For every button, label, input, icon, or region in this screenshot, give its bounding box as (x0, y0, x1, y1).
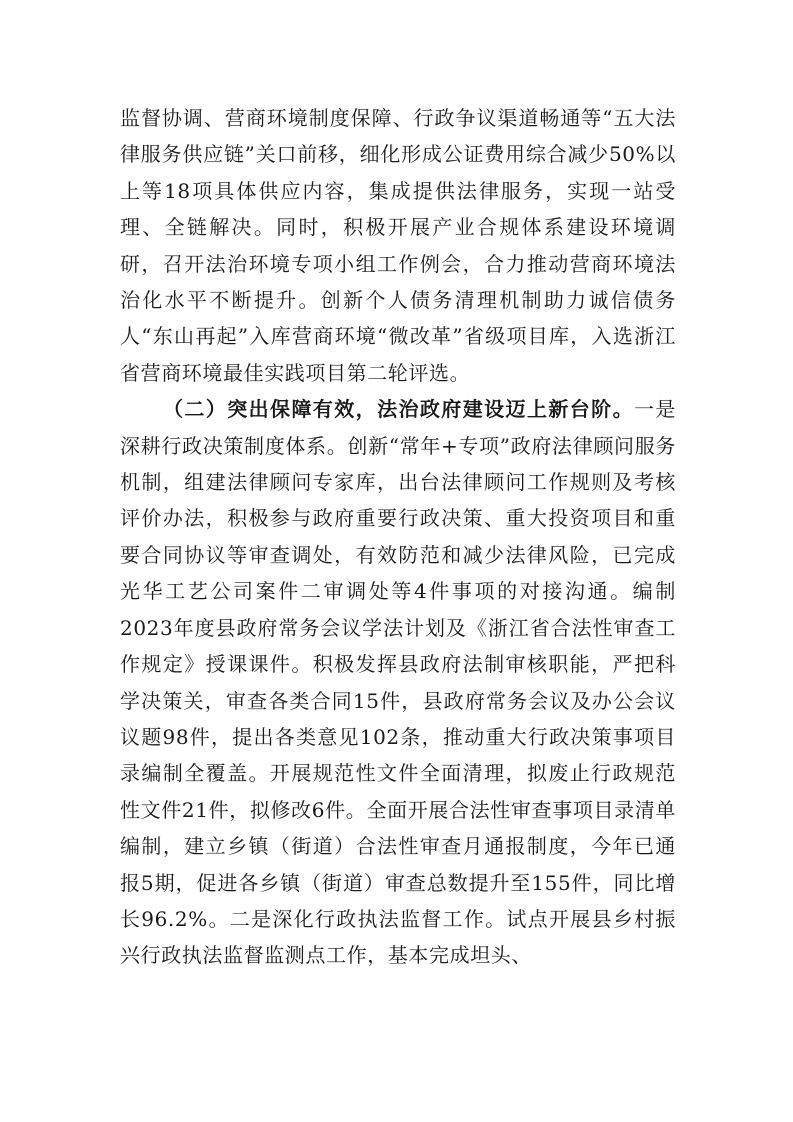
section-2-paragraph (120, 391, 676, 974)
document-body (120, 100, 676, 974)
section-2-body: 一是深耕行政决策制度体系。创新“常年+专项”政府法律顾问服务机制，组建法律顾问专家库，出台法律顾问工作规则及考核评价办法，积极参与政府重要行政决策、重大投资项目和重要合同协议等审查调处，有效防范和减少法律风险，已完成光华工艺公司案件二审调处等4件事项的对接沟通。编制2023年度县政府常务会议学法计划及《浙江省合法性审查工作规定》授课课件。积极发挥县政府法制审核职能，严把科学决策关，审查各类合同15件，县政府常务会议及办公会议议题98件，提出各类意见102条，推动重大行政决策事项目录编制全覆盖。开展规范性文件全面清理，拟废止行政规范性文件21件，拟修改6件。全面开展合法性审查事项目录清单编制，建立乡镇（街道）合法性审查月通报制度，今年已通报5期，促进各乡镇（街道）审查总数提升至155件，同比增长96.2%。二是深化行政执法监督工作。试点开展县乡村振兴行政执法监督监测点工作，基本完成坦头、 (120, 397, 677, 968)
paragraph-continued: 监督协调、营商环境制度保障、行政争议渠道畅通等“五大法律服务供应链”关口前移，细化形成公证费用综合减少50%以上等18项具体供应内容，集成提供法律服务，实现一站受理、全链解决。同时，积极开展产业合规体系建设环境调研，召开法治环境专项小组工作例会，合力推动营商环境法治化水平不断提升。创新个人债务清理机制助力诚信债务人“东山再起”入库营商环境“微改革”省级项目库，入选浙江省营商环境最佳实践项目第二轮评选。 (120, 106, 676, 385)
section-2-heading: （二）突出保障有效，法治政府建设迈上新台阶。 (163, 397, 634, 422)
